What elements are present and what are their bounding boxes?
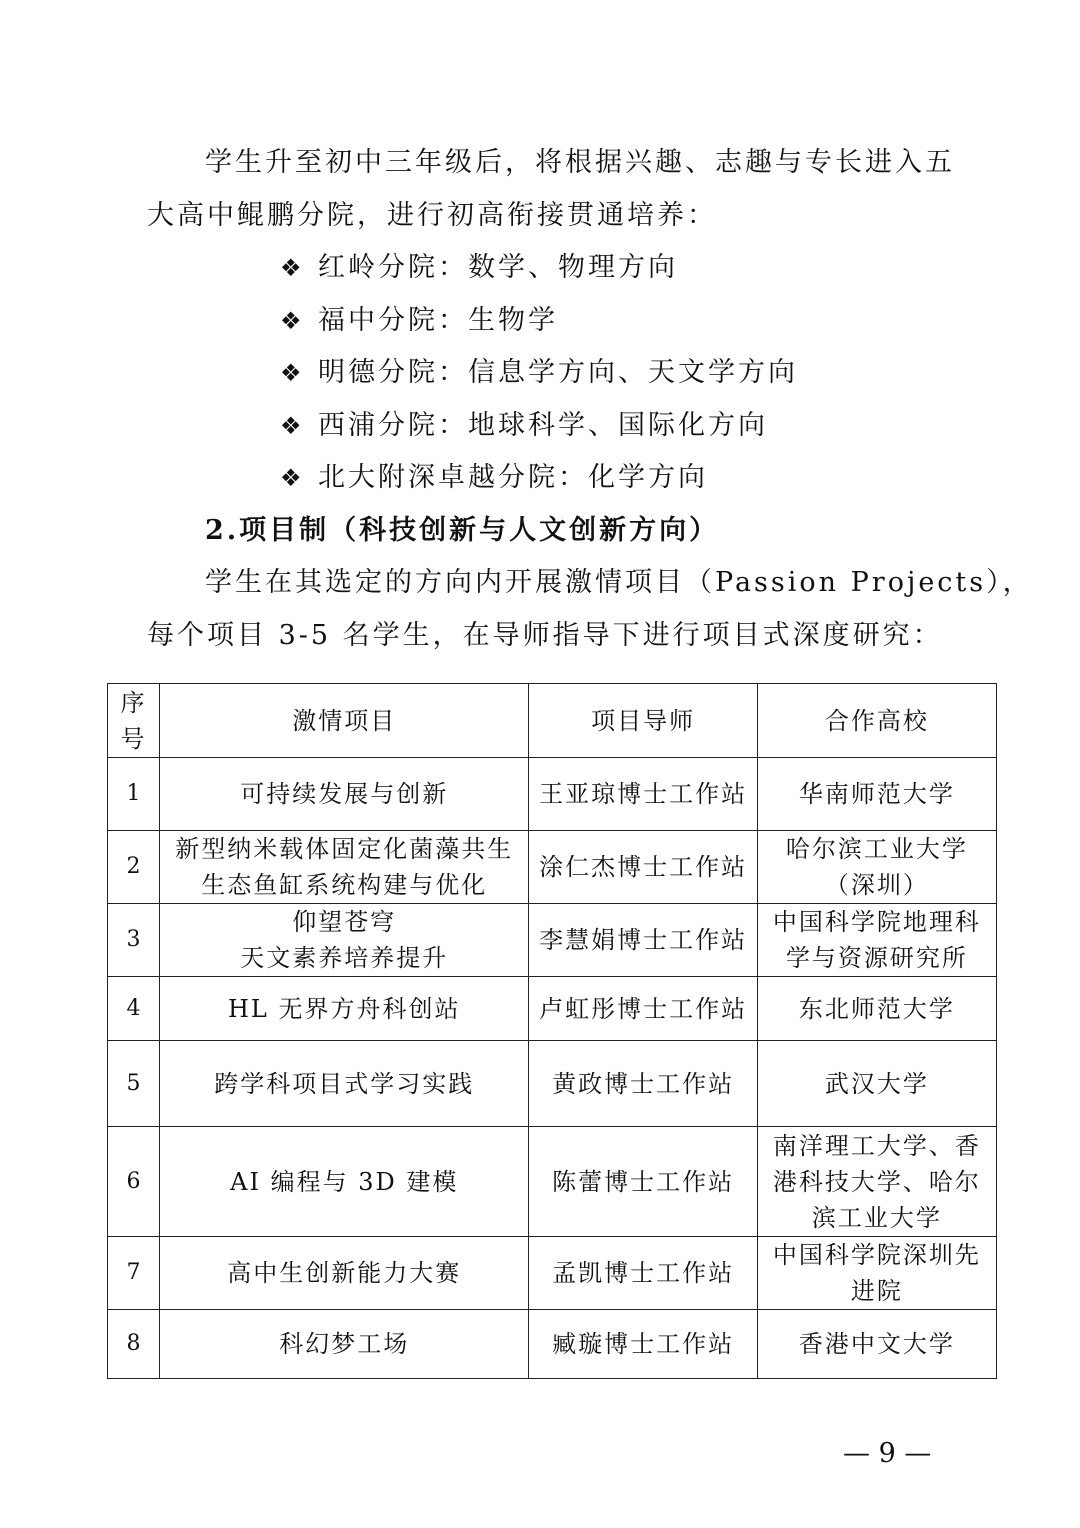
branch-item	[280, 353, 798, 393]
cell-seq: 6	[108, 1127, 160, 1237]
cell-project: 跨学科项目式学习实践	[160, 1041, 529, 1127]
cell-partner: 武汉大学	[757, 1041, 996, 1127]
cell-seq: 2	[108, 831, 160, 904]
diamond-bullet-icon: ❖	[280, 464, 302, 492]
cell-mentor: 李慧娟博士工作站	[529, 904, 757, 977]
diamond-bullet-icon: ❖	[280, 359, 302, 387]
cell-partner: 东北师范大学	[757, 977, 996, 1041]
cell-mentor: 孟凯博士工作站	[529, 1237, 757, 1310]
branch-text: 福中分院：生物学	[318, 305, 558, 336]
cell-project: AI 编程与 3D 建模	[160, 1127, 529, 1237]
cell-seq: 1	[108, 758, 160, 831]
cell-project: 科幻梦工场	[160, 1310, 529, 1379]
passion-projects-table	[107, 683, 997, 1379]
cell-seq: 4	[108, 977, 160, 1041]
header-partner: 合作高校	[757, 684, 996, 758]
intro-paragraph-line-2: 大高中鲲鹏分院，进行初高衔接贯通培养：	[147, 200, 717, 231]
cell-mentor: 臧璇博士工作站	[529, 1310, 757, 1379]
table-header-row	[108, 684, 997, 758]
cell-mentor: 王亚琼博士工作站	[529, 758, 757, 831]
intro-paragraph-line-1: 学生升至初中三年级后，将根据兴趣、志趣与专长进入五	[205, 147, 955, 178]
cell-partner: 香港中文大学	[757, 1310, 996, 1379]
branch-item	[280, 248, 678, 288]
table-row	[108, 1127, 997, 1237]
table-row	[108, 758, 997, 831]
cell-partner: 中国科学院深圳先 进院	[757, 1237, 996, 1310]
branch-text: 西浦分院：地球科学、国际化方向	[318, 410, 768, 441]
cell-seq: 7	[108, 1237, 160, 1310]
cell-project: HL 无界方舟科创站	[160, 977, 529, 1041]
section-heading: 2.项目制（科技创新与人文创新方向）	[205, 515, 720, 546]
table-row	[108, 1041, 997, 1127]
branch-text: 红岭分院：数学、物理方向	[318, 252, 678, 283]
cell-mentor: 卢虹彤博士工作站	[529, 977, 757, 1041]
cell-mentor: 黄政博士工作站	[529, 1041, 757, 1127]
cell-seq: 8	[108, 1310, 160, 1379]
branch-item	[280, 301, 558, 341]
cell-partner: 中国科学院地理科 学与资源研究所	[757, 904, 996, 977]
cell-project: 仰望苍穹 天文素养培养提升	[160, 904, 529, 977]
cell-partner: 南洋理工大学、香 港科技大学、哈尔 滨工业大学	[757, 1127, 996, 1237]
table-row	[108, 1237, 997, 1310]
cell-project: 可持续发展与创新	[160, 758, 529, 831]
header-seq: 序 号	[108, 684, 160, 758]
branch-item	[280, 406, 768, 446]
cell-partner: 哈尔滨工业大学 （深圳）	[757, 831, 996, 904]
diamond-bullet-icon: ❖	[280, 254, 302, 282]
page-number: — 9 —	[843, 1438, 932, 1469]
table-row	[108, 1310, 997, 1379]
diamond-bullet-icon: ❖	[280, 412, 302, 440]
cell-seq: 3	[108, 904, 160, 977]
cell-partner: 华南师范大学	[757, 758, 996, 831]
header-mentor: 项目导师	[529, 684, 757, 758]
table-row	[108, 831, 997, 904]
cell-mentor: 涂仁杰博士工作站	[529, 831, 757, 904]
cell-project: 新型纳米载体固定化菌藻共生 生态鱼缸系统构建与优化	[160, 831, 529, 904]
branch-item	[280, 458, 708, 498]
branch-text: 北大附深卓越分院：化学方向	[318, 462, 708, 493]
cell-project: 高中生创新能力大赛	[160, 1237, 529, 1310]
cell-seq: 5	[108, 1041, 160, 1127]
header-project: 激情项目	[160, 684, 529, 758]
diamond-bullet-icon: ❖	[280, 307, 302, 335]
table-row	[108, 904, 997, 977]
project-intro-line-2: 每个项目 3-5 名学生，在导师指导下进行项目式深度研究：	[147, 620, 943, 651]
cell-mentor: 陈蕾博士工作站	[529, 1127, 757, 1237]
table-row	[108, 977, 997, 1041]
branch-text: 明德分院：信息学方向、天文学方向	[318, 357, 798, 388]
project-intro-line-1: 学生在其选定的方向内开展激情项目（Passion Projects），	[205, 567, 1033, 598]
